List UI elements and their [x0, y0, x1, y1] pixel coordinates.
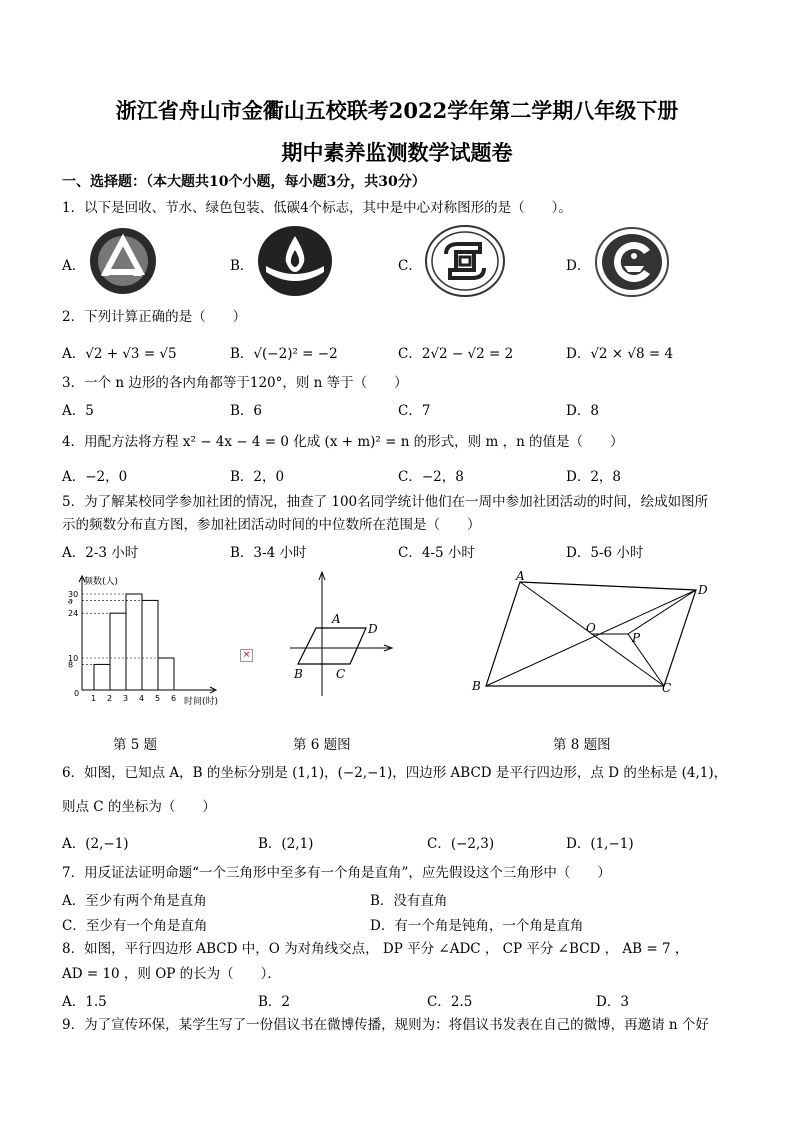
q2-option-a: A．√2 + √3 = √5	[62, 346, 177, 362]
q6-option-c: C．(−2,3)	[427, 836, 495, 852]
recycle-logo-icon	[88, 226, 158, 296]
section-heading: 一、选择题：（本大题共10个小题，每小题3分，共30分）	[62, 174, 426, 190]
water-saving-logo-icon	[256, 224, 334, 298]
histogram-y-tick: 8	[68, 660, 74, 670]
fig8-label-p: P	[632, 631, 641, 645]
caption-q8: 第 8 题图	[553, 737, 611, 753]
hist-origin: 0	[74, 689, 80, 698]
fig6-label-d: D	[368, 622, 378, 636]
histogram-bar	[94, 664, 110, 690]
histogram-bar	[142, 600, 158, 690]
q7-option-a: A．至少有两个角是直角	[62, 893, 207, 909]
q1-text: 1．以下是回收、节水、绿色包装、低碳4个标志，其中是中心对称图形的是（ ）。	[62, 200, 572, 216]
q4-text: 4．用配方法将方程 x² − 4x − 4 = 0 化成 (x + m)² = n 的形式，则 m ，n 的值是（ ）	[62, 434, 624, 450]
q3-option-b: B．6	[230, 403, 263, 419]
q7-option-c: C．至少有一个角是直角	[62, 918, 208, 934]
q6-option-a: A．(2,−1)	[62, 836, 129, 852]
histogram-y-tick: 10	[68, 654, 79, 663]
histogram-bar	[158, 658, 174, 690]
q7-option-d: D．有一个角是钝角，一个角是直角	[370, 918, 584, 934]
q5-option-a: A．2-3 小时	[62, 545, 139, 561]
low-carbon-logo-icon	[594, 226, 670, 298]
fig8-label-c: C	[662, 681, 672, 695]
q3-text: 3．一个 n 边形的各内角都等于120°，则 n 等于（ ）	[62, 375, 408, 391]
q8-text-line2: AD = 10 ，则 OP 的长为（ ）．	[62, 966, 281, 982]
caption-q5: 第 5 题	[113, 737, 158, 753]
page-subtitle: 期中素养监测数学试题卷	[281, 140, 513, 165]
hist-ylabel: 频数(人)	[84, 577, 119, 587]
q6-text-line2: 则点 C 的坐标为（ ）	[62, 799, 216, 815]
q8-option-d: D．3	[596, 994, 629, 1010]
q4-option-c: C．−2，8	[398, 469, 464, 485]
q4-option-a: A．−2，0	[62, 469, 128, 485]
q2-option-d: D．√2 × √8 = 4	[566, 346, 674, 362]
q2-text: 2．下列计算正确的是（ ）	[62, 309, 247, 325]
fig8-label-o: O	[586, 621, 596, 635]
q8-parallelogram-figure	[468, 570, 718, 695]
q8-option-b: B．2	[258, 994, 291, 1010]
fig8-label-b: B	[472, 679, 481, 693]
fig6-label-c: C	[336, 667, 346, 681]
q6-text-line1: 6．如图，已知点 A，B 的坐标分别是 (1,1)，(−2,−1)，四边形 ABCD 是平行四边形，点 D 的坐标是 (4,1)，	[62, 765, 728, 781]
fig8-label-a: A	[516, 570, 525, 583]
fig6-label-b: B	[294, 667, 303, 681]
q7-text: 7．用反证法证明命题“一个三角形中至多有一个角是直角”，应先假设这个三角形中（ ）	[62, 865, 611, 881]
histogram-x-tick: 4	[139, 694, 145, 703]
page-title: 浙江省舟山市金衢山五校联考2022学年第二学期八年级下册	[115, 98, 679, 123]
histogram-y-tick: 24	[68, 609, 79, 619]
histogram-x-tick: 3	[123, 694, 129, 703]
histogram-bar	[126, 594, 142, 690]
q9-text: 9．为了宣传环保，某学生写了一份倡议书在微博传播，规则为：将倡议书发表在自己的微博，再邀请 n 个好	[62, 1017, 709, 1033]
q2-option-b: B．√(−2)² = −2	[230, 346, 338, 362]
broken-image-icon: ×	[240, 649, 253, 662]
q5-option-d: D．5-6 小时	[566, 545, 644, 561]
histogram-bar	[110, 613, 126, 690]
histogram-y-tick: 30	[68, 590, 79, 599]
histogram-x-tick: 1	[91, 694, 97, 703]
histogram-chart	[64, 572, 254, 712]
histogram-x-tick: 2	[107, 694, 113, 703]
q2-option-c: C．2√2 − √2 = 2	[398, 346, 514, 362]
histogram-y-tick: a	[68, 596, 73, 606]
q1-label-c: C．	[398, 258, 422, 274]
q6-option-d: D．(1,−1)	[566, 836, 634, 852]
q4-option-d: D．2，8	[566, 469, 622, 485]
q8-text-line1: 8．如图，平行四边形 ABCD 中，O 为对角线交点， DP 平分 ∠ADC ， CP 平分 ∠BCD ， AB = 7 ，	[62, 941, 689, 957]
q5-text-line2: 示的频数分布直方图，参加社团活动时间的中位数所在范围是（ ）	[62, 517, 481, 533]
q5-option-c: C．4-5 小时	[398, 545, 475, 561]
q1-label-d: D．	[566, 258, 591, 274]
q3-option-a: A．5	[62, 403, 94, 419]
q8-option-c: C．2.5	[427, 994, 473, 1010]
q5-option-b: B．3-4 小时	[230, 545, 307, 561]
fig6-label-a: A	[332, 612, 341, 626]
histogram-x-tick: 5	[155, 694, 161, 703]
caption-q6: 第 6 题图	[293, 737, 351, 753]
q3-option-c: C．7	[398, 403, 431, 419]
q8-option-a: A．1.5	[62, 994, 107, 1010]
green-packaging-logo-icon	[424, 224, 506, 298]
histogram-x-tick: 6	[171, 694, 177, 703]
hist-xlabel: 时间(时)	[184, 697, 219, 707]
q6-coordinate-figure	[286, 568, 396, 698]
fig8-label-d: D	[698, 583, 708, 597]
q1-label-b: B．	[230, 258, 254, 274]
q1-label-a: A．	[62, 258, 86, 274]
q7-option-b: B．没有直角	[370, 893, 448, 909]
q3-option-d: D．8	[566, 403, 599, 419]
q4-option-b: B．2，0	[230, 469, 285, 485]
q6-option-b: B．(2,1)	[258, 836, 314, 852]
q5-text-line1: 5．为了解某校同学参加社团的情况，抽查了 100名同学统计他们在一周中参加社团活动的时间，绘成如图所	[62, 494, 709, 510]
